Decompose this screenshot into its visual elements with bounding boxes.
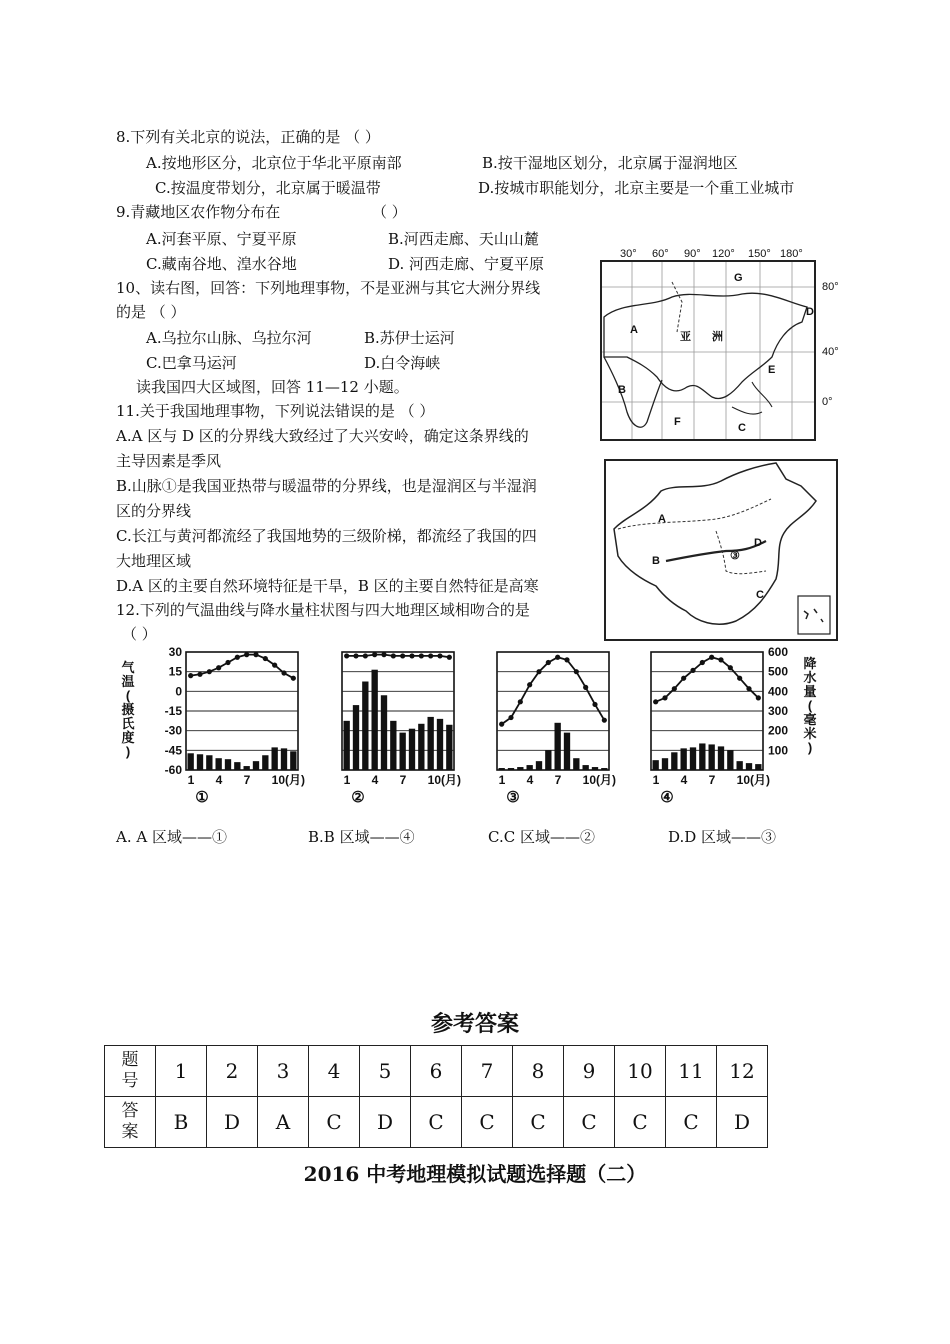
- precip-bar: [583, 765, 589, 770]
- precip-tick-label: 200: [768, 723, 789, 738]
- precip-tick-label: 100: [768, 743, 789, 758]
- temp-point: [681, 676, 686, 681]
- precip-bar: [601, 768, 607, 770]
- q12-paren: （ ）: [122, 625, 157, 643]
- month-tick-label: 1: [652, 773, 660, 787]
- temp-point: [391, 653, 396, 658]
- precip-bar: [709, 744, 715, 770]
- q9-paren: （ ）: [372, 203, 407, 221]
- asia-map: [600, 248, 839, 441]
- temp-axis-title-char: 氏: [121, 716, 135, 731]
- precip-bar: [244, 766, 250, 770]
- precip-bar: [499, 768, 505, 770]
- precip-bar: [362, 682, 368, 771]
- temp-point: [381, 652, 386, 657]
- number-cell: 4: [309, 1046, 360, 1097]
- precip-bar: [699, 743, 705, 770]
- precip-bar: [344, 721, 350, 770]
- temp-point: [281, 670, 286, 675]
- temp-point: [536, 669, 541, 674]
- temp-point: [602, 718, 607, 723]
- answer-cell: D: [207, 1097, 258, 1148]
- lat-label-40: 40°: [822, 346, 839, 358]
- q10-option-a: A.乌拉尔山脉、乌拉尔河: [146, 329, 312, 347]
- temp-point: [709, 655, 714, 660]
- temp-tick-label: 0: [175, 684, 182, 699]
- number-cell: 5: [360, 1046, 411, 1097]
- temp-tick-label: -30: [164, 723, 182, 738]
- temp-point: [253, 652, 258, 657]
- answer-cell: D: [360, 1097, 411, 1148]
- month-tick-label: 10(月): [427, 773, 462, 787]
- lon-label-150: 150°: [748, 248, 771, 260]
- temp-point: [272, 663, 277, 668]
- answer-cell: C: [513, 1097, 564, 1148]
- temp-point: [508, 715, 513, 720]
- q11-option-b-2: 区的分界线: [116, 502, 192, 520]
- temp-point: [718, 657, 723, 662]
- temp-axis-title-char: 气: [121, 660, 135, 675]
- chart-frame: [497, 652, 609, 770]
- precip-bar: [727, 750, 733, 770]
- q11-option-a-2: 主导因素是季风: [116, 452, 222, 470]
- temp-point: [728, 665, 733, 670]
- answer-header-number: [105, 1046, 156, 1097]
- precip-tick-label: 300: [768, 704, 789, 718]
- month-tick-label: 4: [371, 773, 379, 787]
- month-tick-label: 7: [243, 773, 251, 787]
- hdr-char: 答: [121, 1101, 139, 1121]
- temp-point: [653, 699, 658, 704]
- precip-bar: [671, 752, 677, 770]
- month-tick-label: 10(月): [582, 773, 617, 787]
- precip-bar: [428, 717, 434, 770]
- answer-table: [104, 1045, 768, 1148]
- precip-bar: [527, 765, 533, 770]
- temp-point: [737, 676, 742, 681]
- precip-bar: [437, 719, 443, 770]
- precip-bar: [573, 758, 579, 770]
- month-tick-label: 4: [526, 773, 534, 787]
- month-tick-label: 7: [554, 773, 562, 787]
- temp-point: [583, 685, 588, 690]
- precip-axis-title-char: 量: [803, 684, 817, 699]
- q12-option-a: A. A 区域——①: [116, 828, 227, 846]
- q11-option-a-1: A.A 区与 D 区的分界线大致经过了大兴安岭，确定这条界线的: [116, 427, 529, 445]
- q12-option-b: B.B 区域——④: [308, 828, 415, 846]
- temp-point: [672, 686, 677, 691]
- month-tick-label: 7: [708, 773, 716, 787]
- precip-tick-label: 600: [768, 645, 789, 659]
- q8-option-c: C.按温度带划分，北京属于暖温带: [155, 179, 381, 197]
- temp-tick-label: -60: [164, 763, 182, 777]
- answer-row-values: [105, 1097, 768, 1148]
- lon-label-30: 30°: [620, 248, 637, 260]
- temp-axis-title-char: 度: [121, 730, 135, 745]
- number-cell: 7: [462, 1046, 513, 1097]
- lat-label-0: 0°: [822, 396, 833, 408]
- q9-option-b: B.河西走廊、天山山麓: [388, 230, 539, 248]
- number-cell: 12: [717, 1046, 768, 1097]
- temp-curve: [502, 657, 605, 724]
- temp-point: [447, 655, 452, 660]
- precip-axis-title-char: 米: [803, 726, 817, 741]
- precip-bar: [592, 767, 598, 770]
- precip-bar: [555, 723, 561, 770]
- chart-number-label: ④: [660, 789, 674, 806]
- temp-point: [353, 653, 358, 658]
- temp-point: [409, 653, 414, 658]
- answer-title: 参考答案: [430, 1011, 519, 1037]
- china-label-d: D: [754, 537, 762, 549]
- temp-point: [662, 695, 667, 700]
- answer-cell: C: [462, 1097, 513, 1148]
- month-tick-label: 1: [498, 773, 506, 787]
- temp-tick-label: 15: [168, 664, 182, 679]
- precip-bar: [737, 761, 743, 770]
- china-regions-map: [604, 459, 838, 641]
- precip-bar: [718, 746, 724, 770]
- precip-axis-title-char: 水: [803, 670, 817, 685]
- precip-bar: [508, 768, 514, 770]
- month-tick-label: 10(月): [271, 773, 306, 787]
- q8-option-b: B.按干湿地区划分，北京属于湿润地区: [482, 154, 738, 172]
- precip-bar: [216, 758, 222, 770]
- temp-point: [564, 657, 569, 662]
- number-cell: 11: [666, 1046, 717, 1097]
- precip-axis-title-char: 毫: [803, 712, 817, 727]
- q9-option-d: D. 河西走廊、宁夏平原: [388, 255, 545, 273]
- asia-label-g: G: [734, 272, 743, 284]
- temp-point: [291, 676, 296, 681]
- temp-point: [518, 699, 523, 704]
- chart-number-label: ②: [351, 789, 365, 806]
- month-tick-label: 1: [187, 773, 195, 787]
- precip-bar: [197, 754, 203, 770]
- asia-label-f: F: [674, 416, 681, 428]
- precip-bar: [517, 767, 523, 770]
- precip-axis-title-char: ): [807, 740, 813, 755]
- precip-bar: [353, 705, 359, 770]
- q10-option-c: C.巴拿马运河: [146, 354, 237, 372]
- temp-axis-title-char: 摄: [121, 702, 135, 717]
- q12-stem: 12.下列的气温曲线与降水量柱状图与四大地理区域相吻合的是: [116, 601, 530, 619]
- asia-label-c: C: [738, 422, 746, 434]
- hdr-char: 号: [121, 1071, 139, 1091]
- number-cell: 6: [411, 1046, 462, 1097]
- footer-title: 2016 中考地理模拟试题选择题（二）: [303, 1162, 647, 1186]
- temp-point: [235, 655, 240, 660]
- answer-header-answer: [105, 1097, 156, 1148]
- precip-bar: [272, 747, 278, 770]
- asia-label-b: B: [618, 384, 626, 396]
- temp-point: [546, 660, 551, 665]
- precip-bar: [262, 755, 268, 770]
- precip-bar: [653, 760, 659, 770]
- precip-bar: [290, 751, 296, 770]
- precip-bar: [536, 761, 542, 770]
- answer-cell: C: [615, 1097, 666, 1148]
- hdr-char: 题: [121, 1050, 139, 1070]
- number-cell: 2: [207, 1046, 258, 1097]
- q9-option-a: A.河套平原、宁夏平原: [146, 230, 297, 248]
- temp-point: [428, 653, 433, 658]
- temp-point: [555, 655, 560, 660]
- precip-bar: [564, 733, 570, 770]
- temp-point: [756, 695, 761, 700]
- temp-point: [499, 722, 504, 727]
- precip-bar: [446, 725, 452, 770]
- answer-cell: A: [258, 1097, 309, 1148]
- temp-point: [746, 686, 751, 691]
- answer-cell: C: [411, 1097, 462, 1148]
- q11-option-d: D.A 区的主要自然环境特征是干旱，B 区的主要自然特征是高寒: [116, 577, 539, 595]
- q9-option-c: C.藏南谷地、湟水谷地: [146, 255, 297, 273]
- answer-cell: B: [156, 1097, 207, 1148]
- precip-bar: [372, 670, 378, 770]
- q8-option-d: D.按城市职能划分，北京主要是一个重工业城市: [478, 179, 795, 197]
- precip-bar: [755, 764, 761, 770]
- precip-bar: [206, 755, 212, 770]
- q11-option-c-2: 大地理区域: [116, 552, 192, 570]
- q12-option-d: D.D 区域——③: [668, 828, 777, 846]
- temp-point: [592, 702, 597, 707]
- q10-stem-1: 10、读右图，回答：下列地理事物，不是亚洲与其它大洲分界线: [116, 279, 541, 297]
- answer-cell: C: [309, 1097, 360, 1148]
- temp-point: [263, 656, 268, 661]
- asia-label-a: A: [630, 324, 638, 336]
- q9-stem: 9.青藏地区农作物分布在: [116, 203, 281, 221]
- china-label-b: B: [652, 555, 660, 567]
- number-cell: 8: [513, 1046, 564, 1097]
- answer-cell: C: [666, 1097, 717, 1148]
- temp-tick-label: 30: [168, 645, 182, 659]
- answer-cell: C: [564, 1097, 615, 1148]
- precip-tick-label: 500: [768, 664, 789, 679]
- number-cell: 10: [615, 1046, 666, 1097]
- precip-bar: [225, 759, 231, 770]
- temp-point: [216, 665, 221, 670]
- q8-stem: 8.下列有关北京的说法，正确的是 （ ）: [116, 128, 380, 146]
- temp-axis-title-char: ): [125, 744, 131, 759]
- temp-point: [244, 652, 249, 657]
- temp-axis-title-char: 温: [121, 674, 135, 689]
- lon-label-60: 60°: [652, 248, 669, 260]
- china-map-drawing: [606, 461, 836, 639]
- temp-point: [419, 653, 424, 658]
- china-label-mountain-3: ③: [730, 550, 740, 562]
- temp-point: [437, 653, 442, 658]
- chart-number-label: ③: [506, 789, 520, 806]
- number-cell: 1: [156, 1046, 207, 1097]
- temp-point: [188, 673, 193, 678]
- temp-point: [372, 652, 377, 657]
- temp-axis-title-char: (: [125, 688, 131, 703]
- asia-label-e: E: [768, 364, 776, 376]
- china-label-a: A: [658, 513, 666, 525]
- q11-option-b-1: B.山脉①是我国亚热带与暖温带的分界线，也是湿润区与半湿润: [116, 477, 537, 495]
- precip-bar: [234, 762, 240, 770]
- china-label-c: C: [756, 589, 764, 601]
- lon-label-90: 90°: [684, 248, 701, 260]
- temp-point: [344, 653, 349, 658]
- precip-bar: [681, 748, 687, 770]
- temp-point: [225, 660, 230, 665]
- precip-bar: [545, 750, 551, 770]
- asia-map-drawing: [602, 262, 814, 439]
- lon-label-120: 120°: [712, 248, 735, 260]
- precip-axis-title-char: (: [807, 698, 813, 713]
- chart-number-label: ①: [195, 789, 209, 806]
- temp-point: [197, 672, 202, 677]
- q8-option-a: A.按地形区分，北京位于华北平原南部: [146, 154, 402, 172]
- temp-tick-label: -15: [164, 704, 182, 718]
- precip-bar: [409, 729, 415, 770]
- precip-bar: [418, 724, 424, 770]
- answer-row-numbers: [105, 1046, 768, 1097]
- chart-frame: [186, 652, 298, 770]
- answer-cell: D: [717, 1097, 768, 1148]
- asia-label-d: D: [806, 306, 814, 318]
- intro-11-12: 读我国四大区域图，回答 11—12 小题。: [136, 378, 409, 396]
- precip-bar: [690, 747, 696, 770]
- q10-option-d: D.白令海峡: [364, 354, 441, 372]
- q11-option-c-1: C.长江与黄河都流经了我国地势的三级阶梯，都流经了我国的四: [116, 527, 537, 545]
- month-tick-label: 10(月): [736, 773, 771, 787]
- precip-bar: [400, 733, 406, 770]
- temp-tick-label: -45: [164, 743, 182, 758]
- temp-point: [690, 668, 695, 673]
- temp-curve: [656, 657, 759, 702]
- precip-bar: [662, 758, 668, 770]
- q10-stem-2: 的是 （ ）: [116, 303, 186, 321]
- precip-bar: [746, 763, 752, 770]
- temp-point: [527, 682, 532, 687]
- lon-label-180: 180°: [780, 248, 803, 260]
- temp-curve: [347, 655, 450, 658]
- month-tick-label: 1: [343, 773, 351, 787]
- q10-option-b: B.苏伊士运河: [364, 329, 455, 347]
- temp-point: [400, 653, 405, 658]
- chart-frame: [342, 652, 454, 770]
- temp-point: [207, 669, 212, 674]
- precip-bar: [281, 748, 287, 770]
- precip-bar: [253, 761, 259, 770]
- chart-frame: [651, 652, 763, 770]
- temp-point: [700, 660, 705, 665]
- lat-label-80: 80°: [822, 281, 839, 293]
- precip-axis-title-char: 降: [803, 656, 817, 671]
- temp-point: [363, 653, 368, 658]
- precip-bar: [381, 695, 387, 770]
- q12-option-c: C.C 区域——②: [488, 828, 595, 846]
- asia-label-zhou: 洲: [712, 331, 723, 343]
- precip-bar: [188, 753, 194, 770]
- precip-bar: [390, 721, 396, 770]
- month-tick-label: 4: [680, 773, 688, 787]
- precip-tick-label: 400: [768, 684, 789, 699]
- month-tick-label: 7: [399, 773, 407, 787]
- temp-point: [574, 669, 579, 674]
- q11-stem: 11.关于我国地理事物，下列说法错误的是 （ ）: [116, 402, 435, 420]
- month-tick-label: 4: [215, 773, 223, 787]
- temp-curve: [191, 655, 294, 679]
- number-cell: 3: [258, 1046, 309, 1097]
- asia-label-ya: 亚: [680, 331, 691, 343]
- number-cell: 9: [564, 1046, 615, 1097]
- hdr-char: 案: [121, 1122, 139, 1142]
